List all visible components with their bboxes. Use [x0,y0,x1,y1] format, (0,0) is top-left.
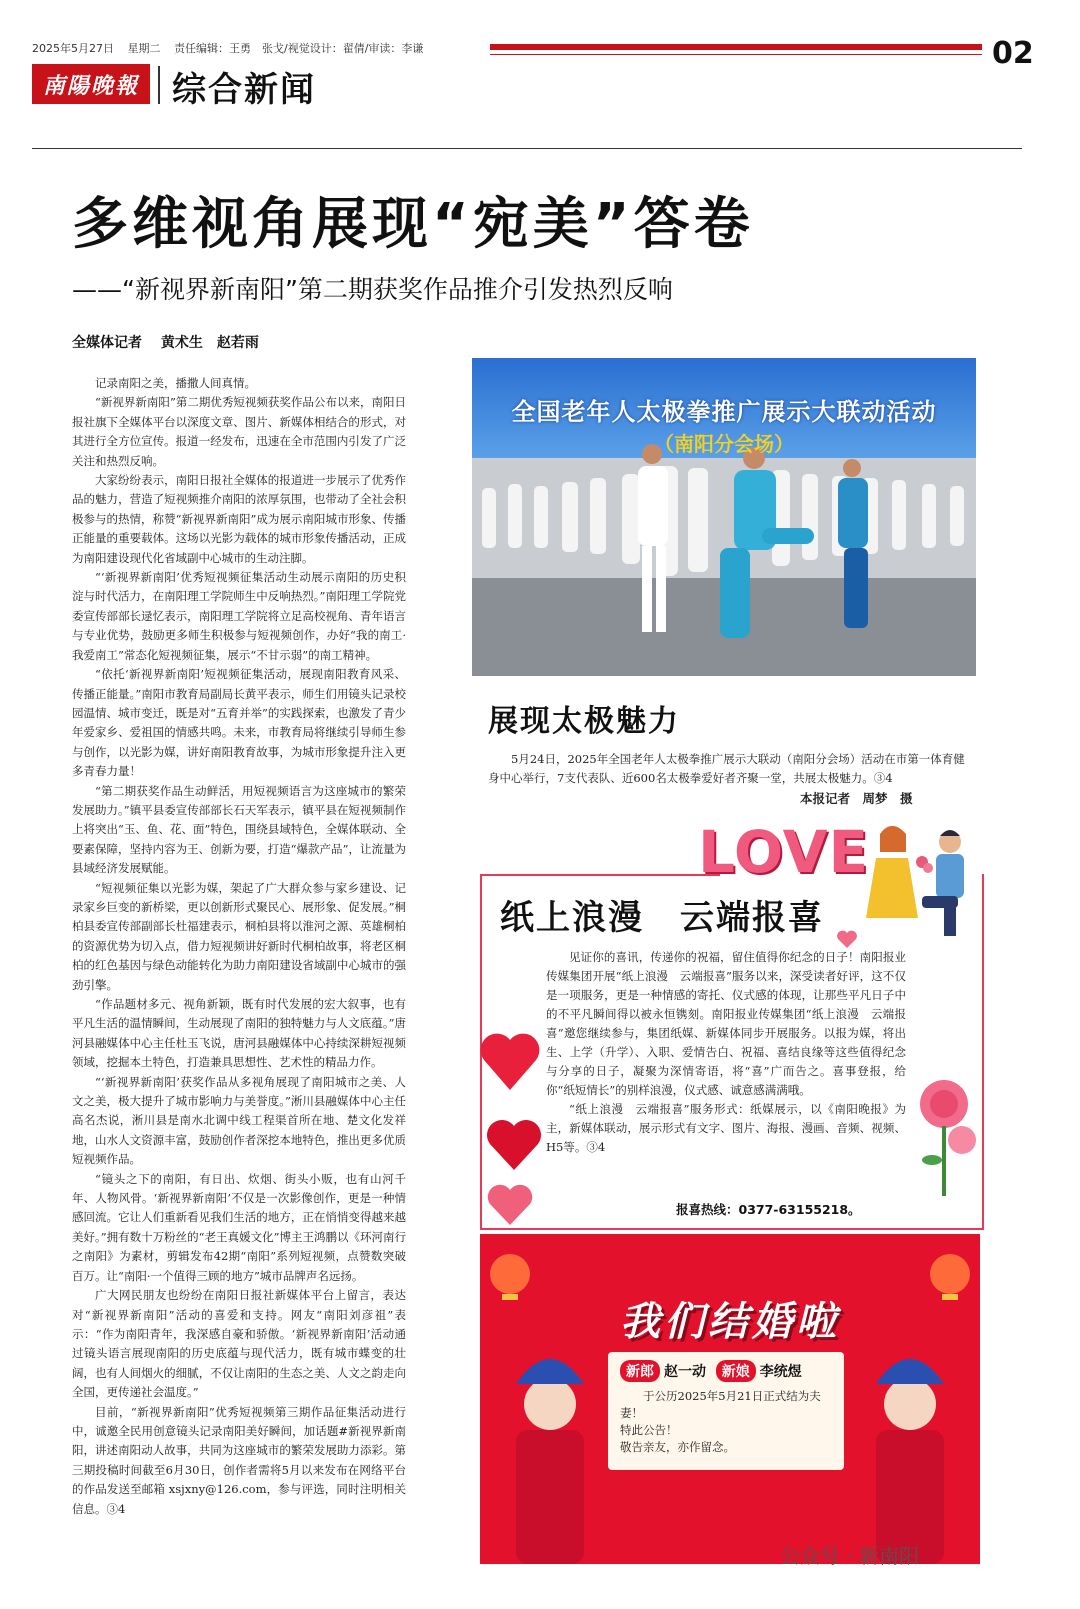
newspaper-logo: 南陽晚報 [32,64,150,104]
romance-box-top [480,874,720,876]
article-paragraph: 记录南阳之美，播撒人间真情。 [95,376,256,390]
article-paragraph: “依托‘新视界新南阳’短视频征集活动，展现南阳教育风采、传播正能量。”南阳市教育局副局长黄平表示，师生们用镜头记录校园温情、城市变迁，既是对“五育并举”的实践探索，也激发了青少年爱家乡、爱祖国的情感共鸣。未来，市教育局将继续引导师生参与创作，以光影为媒，讲好南阳教育故事，为城市形象提升注入更多青春力量！ [72,667,406,779]
article-headline: 多维视角展现“宛美”答卷 [72,192,754,257]
page-number: 02 [992,36,1034,71]
header-red-line [490,54,982,55]
groom-tag: 新郎 [620,1360,660,1382]
article-paragraph: 大家纷纷表示，南阳日报社全媒体的报道进一步展示了优秀作品的魅力，营造了短视频推介南阳的浓厚氛围，也带动了全社会积极参与的热情，称赞“新视界新南阳”成为展示南阳城市形象、传播正能量的重要载体。这场以光影为载体的城市形象传播活动，正成为南阳建设现代化省域副中心城市的生动注脚。 [72,473,406,565]
issue-date: 2025年5月27日 [32,42,114,55]
groom-name: 赵一动 [664,1364,706,1380]
wechat-watermark: 公众号 · 新南阳 [780,1544,920,1568]
section-title: 综合新闻 [172,70,316,110]
couple-illustration-icon [852,812,982,942]
article-paragraph: “新视界新南阳”第二期优秀短视频获奖作品公布以来，南阳日报社旗下全媒体平台以深度文章、图片、新媒体相结合的形式，对其进行全方位宣传。报道一经发布，迅速在全市范围内引发了广泛关注和热烈反响。 [72,395,406,468]
wedding-text [620,1388,838,1456]
article-paragraph: “‘新视界新南阳’优秀短视频征集活动生动展示南阳的历史积淀与时代活力，在南阳理工学院师生中反响热烈。”南阳理工学院党委宣传部部长逯忆表示，南阳理工学院将立足高校视角、青年语言与专业优势，鼓励更多师生积极参与短视频创作，办好“我的南工·我爱南工”常态化短视频征集，展示“不甘示弱”的南工精神。 [72,570,406,662]
wedding-names [620,1360,802,1382]
photo-title: 展现太极魅力 [488,704,680,739]
romance-title: 纸上浪漫 云端报喜 [500,898,824,938]
article-subheadline: ——“新视界新南阳”第二期获奖作品推介引发热烈反响 [72,275,673,304]
photo-caption-text: 5月24日，2025年全国老年人太极拳推广展示大联动（南阳分会场）活动在市第一体育健身中心举行，7支代表队、近600名太极拳爱好者齐聚一堂，共展太极魅力。③4 [488,752,965,785]
article-paragraph: “‘新视界新南阳’获奖作品从多视角展现了南阳城市之美、人文之美，极大提升了城市影响力与美誉度。”淅川县融媒体中心主任高名杰说，淅川县是南水北调中线工程渠首所在地、楚文化发祥地，山水人文资源丰富，鼓励创作者深挖本地特色，推出更多优质短视频作品。 [72,1074,406,1167]
wedding-line: 敬告亲友，亦作留念。 [620,1440,735,1454]
editor-credits: 责任编辑：王勇 张戈/视觉设计：翟倩/审读：李谦 [174,42,424,55]
romance-paragraph: “纸上浪漫 云端报喜”服务形式：纸媒展示，以《南阳晚报》为主，新媒体联动，展示形式有文字、图片、海报、漫画、音频、视频、H5等。③4 [546,1102,906,1154]
heart-icon [836,930,858,950]
article-paragraph: “作品题材多元、视角新颖，既有时代发展的宏大叙事，也有平凡生活的温情瞬间，生动展现了南阳的独特魅力与人文底蕴。”唐河县融媒体中心主任杜玉飞说，唐河县融媒体中心持续深耕短视频领域，挖掘本土特色，打造兼具思想性、艺术性的精品力作。 [72,997,406,1070]
wedding-line: 于公历2025年5月21日正式结为夫妻！ [620,1389,821,1420]
romance-hotline: 报喜热线：0377-63155218。 [676,1202,861,1217]
header-rule [32,148,1022,149]
header-meta [32,40,433,56]
article-body [72,374,406,1519]
wedding-title: 我们结婚啦 [620,1299,840,1345]
issue-weekday: 星期二 [127,42,161,55]
photo-banner-line2: （南阳分会场） [654,432,794,456]
article-paragraph: 目前，“新视界新南阳”优秀短视频第三期作品征集活动进行中，诚邀全民用创意镜头记录南阳美好瞬间，加话题#新视界新南阳，讲述南阳动人故事，共同为这座城市的繁荣发展助力添彩。第三期投稿时间截至6月30日，创作者需将5月以来发布在网络平台的作品发送至邮箱 xsjxny@126.com，参与评选，同时注明相关信息。③4 [72,1404,406,1516]
rose-icon [910,1070,980,1200]
byline-role: 全媒体记者 [72,335,142,351]
bride-name: 李统煜 [759,1364,802,1380]
article-paragraph: “第二期获奖作品生动鲜活，用短视频语言为这座城市的繁荣发展助力。”镇平县委宣传部部长石天军表示，镇平县在短视频制作上将突出“玉、鱼、花、面”特色，围绕县域特色，全媒体联动、全要素保障，坚持内容为王、创新为要，打造“爆款产品”，让流量为县域经济发展赋能。 [72,783,406,876]
article-byline [72,332,273,352]
photo-banner-line1: 全国老年人太极拳推广展示大联动活动 [511,398,937,426]
article-paragraph: “镜头之下的南阳，有日出、炊烟、街头小贩，也有山河千年、人物风骨。‘新视界新南阳’不仅是一次影像创作，更是一种情感回流。它让人们重新看见我们生活的地方，正在悄悄变得越来越美好。”拥有数十万粉丝的“老王真媛文化”博主王鸿鹏以《环河南行之南阳》为素材，剪辑发布42期“南阳”系列短视频，点赞数突破百万。让“南阳·一个值得三顾的地方”城市品牌声名远扬。 [72,1171,406,1283]
balloon-hearts-icon [480,1020,546,1230]
photo-caption [488,750,968,788]
article-paragraph: 广大网民朋友也纷纷在南阳日报社新媒体平台上留言，表达对“新视界新南阳”活动的喜爱和支持。网友“南阳刘彦祖”表示：“作为南阳青年，我深感自豪和骄傲。‘新视界新南阳’活动通过镜头语言展现南阳的历史底蕴与现代活力，既有城市蝶变的壮阔，也有人间烟火的细腻，不仅让南阳的生态之美、人文之韵走向全国，更传递社会温度。” [72,1288,406,1400]
photo-credit: 本报记者 周梦 摄 [800,791,913,806]
bride-tag: 新娘 [716,1360,756,1382]
romance-paragraph: 见证你的喜讯，传递你的祝福，留住值得你纪念的日子！南阳报业传媒集团开展“纸上浪漫 云端报喜”服务以来，深受读者好评，这不仅是一项服务，更是一种情感的寄托、仪式感的体现，让那些平凡日子中的不平凡瞬间得以被永恒镌刻。南阳报业传媒集团“纸上浪漫 云端报喜”邀您继续参与，集团纸媒、新媒体同步开展服务。以报为媒，将出生、上学（升学）、入职、爱情告白、祝福、喜结良缘等这些值得纪念与分享的日子，凝聚为深情寄语，将“喜”广而告之。喜事登报，给你“纸短情长”的别样浪漫，仪式感、诚意感满满哦。 [546,950,906,1097]
byline-names: 黄术生 赵若雨 [160,335,259,351]
header-red-bar [490,44,982,50]
romance-body [546,948,906,1157]
love-word: LOVE [698,818,870,886]
wedding-line: 特此公告！ [620,1423,678,1437]
logo-separator [158,66,160,104]
article-paragraph: “短视频征集以光影为媒，架起了广大群众参与家乡建设、记录家乡巨变的新桥梁，更以创新形式聚民心、展形象、促发展。”桐柏县委宣传部副部长杜福建表示，桐柏县将以淮河之源、英雄桐柏的资源优势为切入点，借力短视频讲好新时代桐柏故事，将老区桐柏的红色基因与绿色动能转化为助力南阳建设省域副中心城市的强劲引擎。 [72,880,406,992]
